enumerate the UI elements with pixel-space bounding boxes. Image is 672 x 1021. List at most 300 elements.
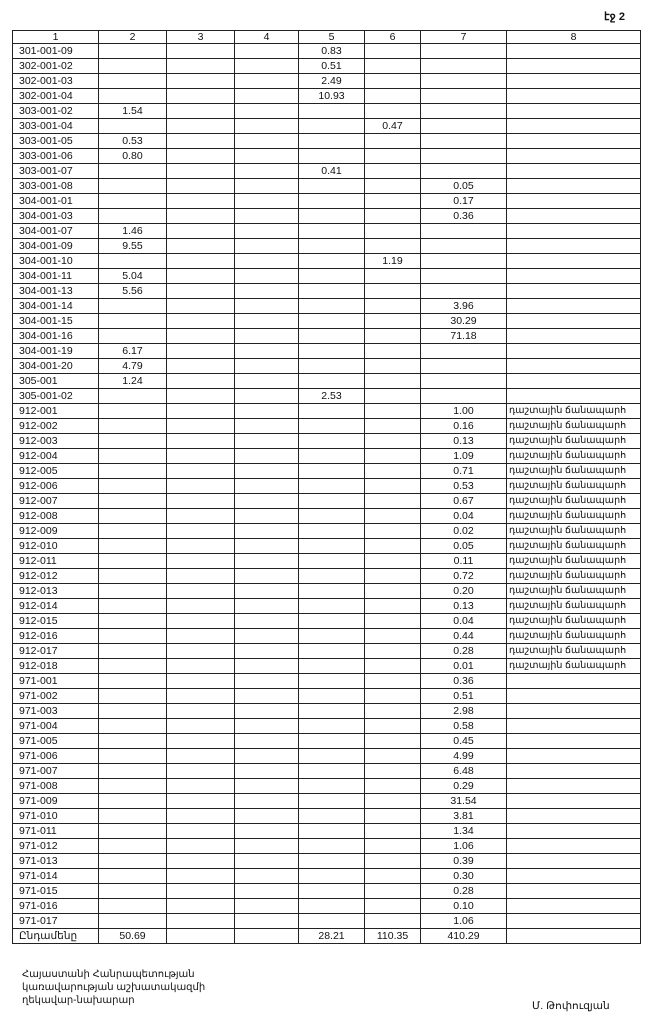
value-cell bbox=[167, 824, 235, 839]
table-row bbox=[13, 104, 641, 119]
plot-code-cell: 304-001-07 bbox=[13, 224, 99, 239]
value-cell bbox=[365, 494, 421, 509]
value-cell: 0.30 bbox=[421, 869, 507, 884]
value-cell bbox=[99, 44, 167, 59]
note-cell: դաշտային ճանապարհ bbox=[507, 644, 641, 659]
value-cell bbox=[235, 389, 299, 404]
table-row bbox=[13, 374, 641, 389]
value-cell bbox=[167, 269, 235, 284]
value-cell: 0.44 bbox=[421, 629, 507, 644]
value-cell bbox=[299, 464, 365, 479]
value-cell: 0.53 bbox=[99, 134, 167, 149]
value-cell bbox=[235, 434, 299, 449]
value-cell bbox=[365, 674, 421, 689]
value-cell: 6.48 bbox=[421, 764, 507, 779]
table-row bbox=[13, 749, 641, 764]
value-cell bbox=[99, 659, 167, 674]
table-row bbox=[13, 494, 641, 509]
value-cell bbox=[365, 524, 421, 539]
table-row bbox=[13, 914, 641, 929]
value-cell bbox=[167, 179, 235, 194]
value-cell bbox=[299, 479, 365, 494]
plot-code-cell: 971-007 bbox=[13, 764, 99, 779]
value-cell bbox=[299, 794, 365, 809]
table-row bbox=[13, 464, 641, 479]
table-row bbox=[13, 734, 641, 749]
value-cell bbox=[99, 644, 167, 659]
value-cell bbox=[235, 359, 299, 374]
value-cell bbox=[365, 644, 421, 659]
value-cell bbox=[167, 884, 235, 899]
value-cell bbox=[99, 179, 167, 194]
value-cell bbox=[421, 104, 507, 119]
value-cell bbox=[299, 224, 365, 239]
value-cell bbox=[299, 329, 365, 344]
note-cell: դաշտային ճանապարհ bbox=[507, 659, 641, 674]
plot-code-cell: 912-002 bbox=[13, 419, 99, 434]
value-cell bbox=[235, 719, 299, 734]
note-cell bbox=[507, 239, 641, 254]
value-cell bbox=[99, 749, 167, 764]
value-cell: 0.72 bbox=[421, 569, 507, 584]
value-cell bbox=[365, 659, 421, 674]
value-cell bbox=[235, 749, 299, 764]
value-cell bbox=[235, 59, 299, 74]
note-cell bbox=[507, 854, 641, 869]
value-cell bbox=[421, 74, 507, 89]
value-cell bbox=[421, 239, 507, 254]
value-cell bbox=[235, 704, 299, 719]
value-cell: 10.93 bbox=[299, 89, 365, 104]
value-cell bbox=[167, 389, 235, 404]
value-cell bbox=[299, 449, 365, 464]
note-cell: դաշտային ճանապարհ bbox=[507, 464, 641, 479]
value-cell: 0.28 bbox=[421, 644, 507, 659]
value-cell bbox=[235, 824, 299, 839]
value-cell bbox=[365, 599, 421, 614]
value-cell bbox=[299, 779, 365, 794]
value-cell bbox=[365, 434, 421, 449]
value-cell: 0.51 bbox=[299, 59, 365, 74]
value-cell bbox=[299, 104, 365, 119]
note-cell bbox=[507, 884, 641, 899]
note-cell bbox=[507, 719, 641, 734]
value-cell: 0.28 bbox=[421, 884, 507, 899]
column-header: 8 bbox=[507, 31, 641, 44]
value-cell bbox=[167, 854, 235, 869]
value-cell bbox=[421, 224, 507, 239]
value-cell: 50.69 bbox=[99, 929, 167, 944]
plot-code-cell: 303-001-06 bbox=[13, 149, 99, 164]
value-cell bbox=[167, 209, 235, 224]
value-cell bbox=[365, 134, 421, 149]
value-cell bbox=[235, 449, 299, 464]
plot-code-cell: 912-016 bbox=[13, 629, 99, 644]
value-cell bbox=[421, 59, 507, 74]
plot-code-cell: 971-017 bbox=[13, 914, 99, 929]
value-cell bbox=[99, 629, 167, 644]
value-cell bbox=[167, 749, 235, 764]
value-cell bbox=[421, 134, 507, 149]
value-cell: 0.05 bbox=[421, 539, 507, 554]
value-cell bbox=[235, 689, 299, 704]
plot-code-cell: 912-003 bbox=[13, 434, 99, 449]
value-cell bbox=[421, 269, 507, 284]
value-cell bbox=[235, 509, 299, 524]
value-cell: 0.80 bbox=[99, 149, 167, 164]
value-cell bbox=[99, 839, 167, 854]
note-cell: դաշտային ճանապարհ bbox=[507, 524, 641, 539]
note-cell bbox=[507, 194, 641, 209]
value-cell bbox=[299, 839, 365, 854]
table-row bbox=[13, 179, 641, 194]
value-cell: 1.54 bbox=[99, 104, 167, 119]
value-cell: 0.71 bbox=[421, 464, 507, 479]
value-cell bbox=[299, 434, 365, 449]
value-cell bbox=[299, 149, 365, 164]
value-cell: 4.99 bbox=[421, 749, 507, 764]
value-cell bbox=[167, 149, 235, 164]
value-cell bbox=[99, 254, 167, 269]
value-cell bbox=[235, 854, 299, 869]
note-cell bbox=[507, 389, 641, 404]
value-cell: 0.83 bbox=[299, 44, 365, 59]
plot-code-cell: 912-004 bbox=[13, 449, 99, 464]
note-cell bbox=[507, 254, 641, 269]
value-cell bbox=[299, 554, 365, 569]
value-cell bbox=[235, 569, 299, 584]
value-cell bbox=[99, 509, 167, 524]
value-cell bbox=[299, 689, 365, 704]
value-cell: 3.81 bbox=[421, 809, 507, 824]
value-cell bbox=[99, 554, 167, 569]
value-cell bbox=[99, 779, 167, 794]
value-cell bbox=[99, 734, 167, 749]
value-cell bbox=[235, 329, 299, 344]
note-cell bbox=[507, 74, 641, 89]
value-cell bbox=[365, 869, 421, 884]
value-cell bbox=[365, 509, 421, 524]
value-cell bbox=[365, 374, 421, 389]
value-cell bbox=[99, 434, 167, 449]
plot-code-cell: 971-002 bbox=[13, 689, 99, 704]
plot-code-cell: 304-001-09 bbox=[13, 239, 99, 254]
value-cell bbox=[235, 344, 299, 359]
value-cell bbox=[299, 134, 365, 149]
value-cell bbox=[167, 914, 235, 929]
value-cell: 1.06 bbox=[421, 914, 507, 929]
plot-code-cell: 303-001-05 bbox=[13, 134, 99, 149]
value-cell bbox=[421, 284, 507, 299]
value-cell bbox=[235, 764, 299, 779]
signature-name: Մ. Թոփուզյան bbox=[532, 1000, 610, 1012]
note-cell bbox=[507, 224, 641, 239]
column-header: 4 bbox=[235, 31, 299, 44]
value-cell bbox=[167, 59, 235, 74]
value-cell bbox=[235, 929, 299, 944]
value-cell bbox=[167, 614, 235, 629]
value-cell: 1.34 bbox=[421, 824, 507, 839]
note-cell bbox=[507, 704, 641, 719]
table-row bbox=[13, 269, 641, 284]
value-cell bbox=[299, 299, 365, 314]
value-cell bbox=[299, 254, 365, 269]
note-cell: դաշտային ճանապարհ bbox=[507, 494, 641, 509]
value-cell bbox=[235, 74, 299, 89]
value-cell bbox=[167, 779, 235, 794]
value-cell bbox=[167, 44, 235, 59]
note-cell bbox=[507, 779, 641, 794]
value-cell bbox=[365, 404, 421, 419]
value-cell bbox=[167, 809, 235, 824]
value-cell bbox=[299, 629, 365, 644]
value-cell bbox=[167, 419, 235, 434]
note-cell: դաշտային ճանապարհ bbox=[507, 509, 641, 524]
value-cell bbox=[365, 44, 421, 59]
value-cell bbox=[365, 719, 421, 734]
value-cell bbox=[235, 464, 299, 479]
table-row bbox=[13, 389, 641, 404]
plot-code-cell: 305-001 bbox=[13, 374, 99, 389]
value-cell bbox=[167, 164, 235, 179]
plot-code-cell: 304-001-10 bbox=[13, 254, 99, 269]
value-cell bbox=[167, 569, 235, 584]
plot-code-cell: 304-001-14 bbox=[13, 299, 99, 314]
value-cell bbox=[167, 539, 235, 554]
note-cell bbox=[507, 359, 641, 374]
plot-code-cell: 971-005 bbox=[13, 734, 99, 749]
table-row bbox=[13, 719, 641, 734]
value-cell bbox=[299, 569, 365, 584]
note-cell: դաշտային ճանապարհ bbox=[507, 569, 641, 584]
value-cell: 6.17 bbox=[99, 344, 167, 359]
plot-code-cell: 305-001-02 bbox=[13, 389, 99, 404]
plot-code-cell: 912-018 bbox=[13, 659, 99, 674]
value-cell bbox=[167, 104, 235, 119]
plot-code-cell: 912-005 bbox=[13, 464, 99, 479]
note-cell: դաշտային ճանապարհ bbox=[507, 554, 641, 569]
table-row bbox=[13, 194, 641, 209]
plot-code-cell: 912-017 bbox=[13, 644, 99, 659]
value-cell: 0.11 bbox=[421, 554, 507, 569]
value-cell bbox=[99, 809, 167, 824]
note-cell: դաշտային ճանապարհ bbox=[507, 584, 641, 599]
plot-code-cell: 912-006 bbox=[13, 479, 99, 494]
table-row bbox=[13, 584, 641, 599]
value-cell bbox=[167, 794, 235, 809]
value-cell bbox=[167, 584, 235, 599]
plot-code-cell: 971-008 bbox=[13, 779, 99, 794]
table-row bbox=[13, 794, 641, 809]
value-cell bbox=[235, 734, 299, 749]
note-cell bbox=[507, 794, 641, 809]
official-title-line: կառավարության աշխատակազմի bbox=[22, 982, 206, 993]
note-cell bbox=[507, 764, 641, 779]
value-cell bbox=[365, 779, 421, 794]
value-cell bbox=[299, 209, 365, 224]
value-cell bbox=[365, 344, 421, 359]
value-cell bbox=[235, 209, 299, 224]
value-cell bbox=[299, 269, 365, 284]
table-row bbox=[13, 554, 641, 569]
value-cell bbox=[99, 89, 167, 104]
value-cell: 0.36 bbox=[421, 674, 507, 689]
value-cell bbox=[167, 194, 235, 209]
plot-code-cell: 912-014 bbox=[13, 599, 99, 614]
value-cell bbox=[235, 179, 299, 194]
value-cell: 0.58 bbox=[421, 719, 507, 734]
official-title-line: ղեկավար-նախարար bbox=[22, 995, 135, 1006]
value-cell bbox=[299, 869, 365, 884]
value-cell bbox=[235, 554, 299, 569]
plot-code-cell: 303-001-04 bbox=[13, 119, 99, 134]
value-cell bbox=[99, 854, 167, 869]
value-cell bbox=[299, 899, 365, 914]
value-cell bbox=[235, 314, 299, 329]
value-cell bbox=[235, 284, 299, 299]
value-cell: 0.47 bbox=[365, 119, 421, 134]
value-cell: 0.10 bbox=[421, 899, 507, 914]
value-cell: 0.41 bbox=[299, 164, 365, 179]
value-cell bbox=[99, 389, 167, 404]
note-cell bbox=[507, 299, 641, 314]
table-row bbox=[13, 224, 641, 239]
value-cell bbox=[365, 209, 421, 224]
value-cell bbox=[235, 779, 299, 794]
plot-code-cell: 304-001-01 bbox=[13, 194, 99, 209]
value-cell bbox=[235, 644, 299, 659]
note-cell bbox=[507, 329, 641, 344]
value-cell bbox=[99, 329, 167, 344]
note-cell: դաշտային ճանապարհ bbox=[507, 599, 641, 614]
value-cell: 2.49 bbox=[299, 74, 365, 89]
value-cell bbox=[167, 689, 235, 704]
plot-code-cell: 971-010 bbox=[13, 809, 99, 824]
value-cell bbox=[365, 179, 421, 194]
value-cell bbox=[365, 809, 421, 824]
value-cell bbox=[167, 464, 235, 479]
value-cell bbox=[235, 884, 299, 899]
value-cell bbox=[235, 869, 299, 884]
note-cell bbox=[507, 119, 641, 134]
value-cell bbox=[99, 584, 167, 599]
value-cell bbox=[235, 239, 299, 254]
value-cell bbox=[299, 719, 365, 734]
value-cell: 2.53 bbox=[299, 389, 365, 404]
value-cell bbox=[421, 359, 507, 374]
table-row bbox=[13, 419, 641, 434]
value-cell bbox=[365, 539, 421, 554]
value-cell: 0.13 bbox=[421, 434, 507, 449]
value-cell bbox=[299, 284, 365, 299]
value-cell bbox=[299, 824, 365, 839]
value-cell bbox=[365, 569, 421, 584]
value-cell bbox=[365, 794, 421, 809]
page-number: էջ 2 bbox=[604, 11, 625, 23]
value-cell: 4.79 bbox=[99, 359, 167, 374]
value-cell bbox=[167, 404, 235, 419]
value-cell bbox=[365, 419, 421, 434]
value-cell bbox=[365, 854, 421, 869]
note-cell bbox=[507, 914, 641, 929]
value-cell bbox=[365, 194, 421, 209]
value-cell bbox=[99, 704, 167, 719]
value-cell bbox=[167, 734, 235, 749]
plot-code-cell: 912-010 bbox=[13, 539, 99, 554]
value-cell bbox=[167, 134, 235, 149]
value-cell bbox=[167, 254, 235, 269]
value-cell bbox=[365, 824, 421, 839]
value-cell bbox=[167, 239, 235, 254]
value-cell bbox=[99, 824, 167, 839]
note-cell bbox=[507, 104, 641, 119]
value-cell bbox=[167, 764, 235, 779]
value-cell bbox=[365, 104, 421, 119]
table-body bbox=[13, 44, 641, 944]
value-cell bbox=[299, 194, 365, 209]
value-cell bbox=[299, 374, 365, 389]
value-cell bbox=[167, 629, 235, 644]
value-cell bbox=[421, 254, 507, 269]
table-row bbox=[13, 479, 641, 494]
value-cell bbox=[421, 389, 507, 404]
value-cell bbox=[99, 164, 167, 179]
value-cell: 31.54 bbox=[421, 794, 507, 809]
plot-code-cell: 304-001-15 bbox=[13, 314, 99, 329]
table-row bbox=[13, 809, 641, 824]
table-row bbox=[13, 674, 641, 689]
plot-code-cell: 912-007 bbox=[13, 494, 99, 509]
value-cell bbox=[299, 539, 365, 554]
note-cell bbox=[507, 59, 641, 74]
value-cell bbox=[167, 374, 235, 389]
table-row bbox=[13, 134, 641, 149]
value-cell: 1.19 bbox=[365, 254, 421, 269]
value-cell: 0.29 bbox=[421, 779, 507, 794]
value-cell bbox=[167, 659, 235, 674]
value-cell bbox=[99, 764, 167, 779]
plot-code-cell: 302-001-04 bbox=[13, 89, 99, 104]
value-cell bbox=[365, 689, 421, 704]
note-cell bbox=[507, 269, 641, 284]
value-cell bbox=[235, 119, 299, 134]
plot-code-cell: 303-001-08 bbox=[13, 179, 99, 194]
value-cell: 5.56 bbox=[99, 284, 167, 299]
value-cell bbox=[235, 914, 299, 929]
value-cell bbox=[299, 884, 365, 899]
value-cell bbox=[235, 659, 299, 674]
note-cell bbox=[507, 209, 641, 224]
table-row bbox=[13, 629, 641, 644]
value-cell bbox=[167, 434, 235, 449]
note-cell bbox=[507, 164, 641, 179]
table-row bbox=[13, 614, 641, 629]
note-cell: դաշտային ճանապարհ bbox=[507, 419, 641, 434]
value-cell: 0.13 bbox=[421, 599, 507, 614]
value-cell: 28.21 bbox=[299, 929, 365, 944]
value-cell: 0.51 bbox=[421, 689, 507, 704]
value-cell bbox=[235, 419, 299, 434]
value-cell bbox=[99, 914, 167, 929]
value-cell bbox=[365, 749, 421, 764]
value-cell bbox=[365, 899, 421, 914]
value-cell bbox=[235, 89, 299, 104]
value-cell bbox=[167, 479, 235, 494]
value-cell bbox=[167, 224, 235, 239]
note-cell bbox=[507, 284, 641, 299]
note-cell: դաշտային ճանապարհ bbox=[507, 434, 641, 449]
table-row bbox=[13, 884, 641, 899]
